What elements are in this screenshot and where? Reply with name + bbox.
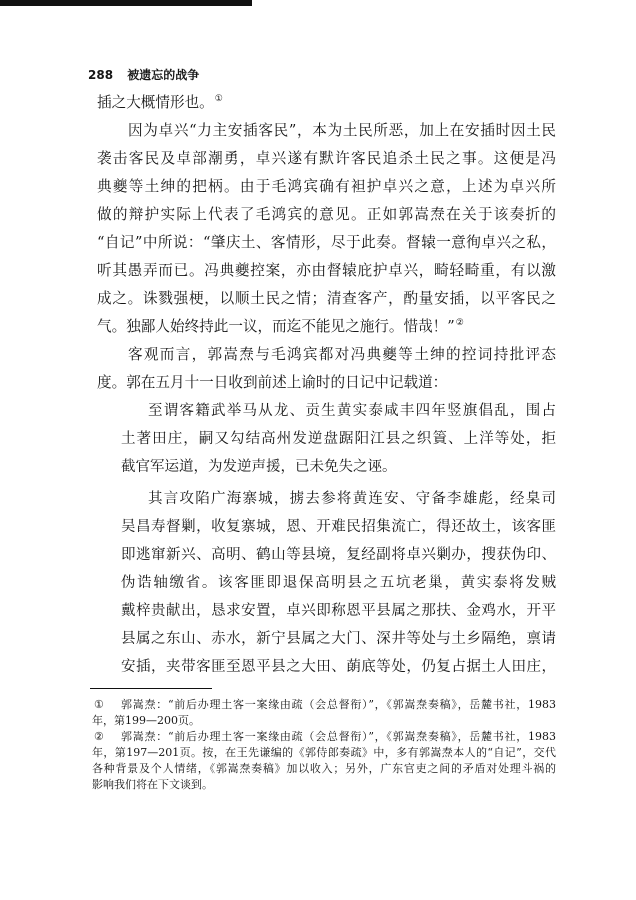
text-line: “自记”中所说：“肇庆土、客情形，尽于此奏。督辕一意徇卓兴之私， [97, 234, 556, 251]
footnote-line: 影响我们将在下文谈到。 [92, 778, 213, 791]
text-line: 典夔等土绅的把柄。由于毛鸿宾确有袒护卓兴之意，上述为卓兴所 [97, 178, 556, 195]
footnote-marker: ① [94, 698, 104, 711]
footnote-1 [92, 697, 556, 729]
text-span: 气。独鄙人始终持此一议，而迄不能见之施行。惜哉！” [97, 318, 455, 335]
text-line: 听其愚弄而已。冯典夔控案，亦由督辕庇护卓兴，畸轻畸重，有以激 [97, 262, 556, 279]
quote-line: 至谓客籍武举马从龙、贡生黄实泰咸丰四年竖旗倡乱，围占 [148, 403, 556, 419]
footnote-separator [90, 688, 212, 689]
quote-line: 吴昌寿督剿，收复寨城，恩、开难民招集流亡，得还故土，该客匪 [121, 519, 556, 535]
footnote-line [92, 729, 556, 745]
text-line: 因为卓兴“力主安插客民”，本为土民所恶，加上在安插时因土民 [128, 122, 556, 139]
footnote-text: 郭嵩焘：“前后办理土客一案缘由疏（会总督衔）”，《郭嵩焘奏稿》，岳麓书社，1983 [121, 730, 556, 743]
quote-line: 即逃窜新兴、高明、鹤山等县境，复经副将卓兴剿办，搜获伪印、 [121, 547, 556, 563]
quote-line: 其言攻陷广海寨城，掳去参将黄连安、守备李雄彪，经臬司 [148, 491, 556, 507]
footnote-ref-2[interactable]: ② [455, 318, 464, 328]
text-line: 袭击客民及卓部潮勇，卓兴遂有默许客民追杀土民之事。这便是冯 [97, 150, 556, 167]
quote-line: 安插，夹带客匪至恩平县之大田、蓢底等处，仍复占据土人田庄， [121, 659, 556, 675]
main-text [97, 89, 556, 681]
scan-border-artifact [0, 0, 252, 6]
footnote-text: 郭嵩焘：“前后办理土客一案缘由疏（会总督衔）”，《郭嵩焘奏稿》，岳麓书社，1983 [121, 698, 556, 711]
paragraph [97, 341, 556, 397]
text-line: 客观而言，郭嵩焘与毛鸿宾都对冯典夔等土绅的控词持批评态 [128, 346, 556, 363]
paragraph [97, 89, 556, 117]
footnote-line: 年，第197—201页。按，在王先谦编的《郭侍郎奏疏》中，多有郭嵩焘本人的“自记”，交代 [92, 746, 556, 759]
quote-line: 土著田庄，嗣又勾结高州发逆盘踞阳江县之织篢、上洋等处，拒 [121, 431, 556, 447]
text-span: 插之大概情形也。 [97, 94, 214, 111]
text-line: 度。郭在五月十一日收到前述上谕时的日记中记载道： [97, 374, 448, 391]
text-line [97, 313, 556, 341]
running-header [88, 66, 199, 84]
quote-line: 戴梓贵献出，恳求安置，卓兴即称恩平县属之那扶、金鸡水，开平 [121, 603, 556, 619]
book-title: 被遗忘的战争 [127, 68, 200, 82]
footnote-marker: ② [94, 730, 104, 743]
block-quote [121, 397, 556, 481]
text-line: 做的辩护实际上代表了毛鸿宾的意见。正如郭嵩焘在关于该奏折的 [97, 206, 556, 223]
footnote-2 [92, 729, 556, 793]
footnotes [92, 697, 556, 793]
page-number: 288 [88, 68, 114, 82]
footnote-ref-1[interactable]: ① [214, 94, 223, 104]
quote-line: 县属之东山、赤水，新宁县属之大门、深井等处与土乡隔绝，禀请 [121, 631, 556, 647]
quote-line: 截官军运道，为发逆声援，已未免失之诬。 [121, 459, 397, 475]
footnote-line: 各种背景及个人情绪，《郭嵩焘奏稿》加以收入；另外，广东官吏之间的矛盾对处理斗祸的 [92, 762, 556, 775]
text-line [97, 89, 556, 117]
block-quote [121, 485, 556, 681]
paragraph [97, 117, 556, 341]
quote-line: 伪诰轴缴省。该客匪即退保高明县之五坑老巢，黄实泰将发贼 [121, 575, 556, 591]
footnote-line: 年，第199—200页。 [92, 714, 200, 727]
text-line: 成之。诛戮强梗，以顺土民之情；清查客产，酌量安插，以平客民之 [97, 290, 556, 307]
footnote-line [92, 697, 556, 713]
